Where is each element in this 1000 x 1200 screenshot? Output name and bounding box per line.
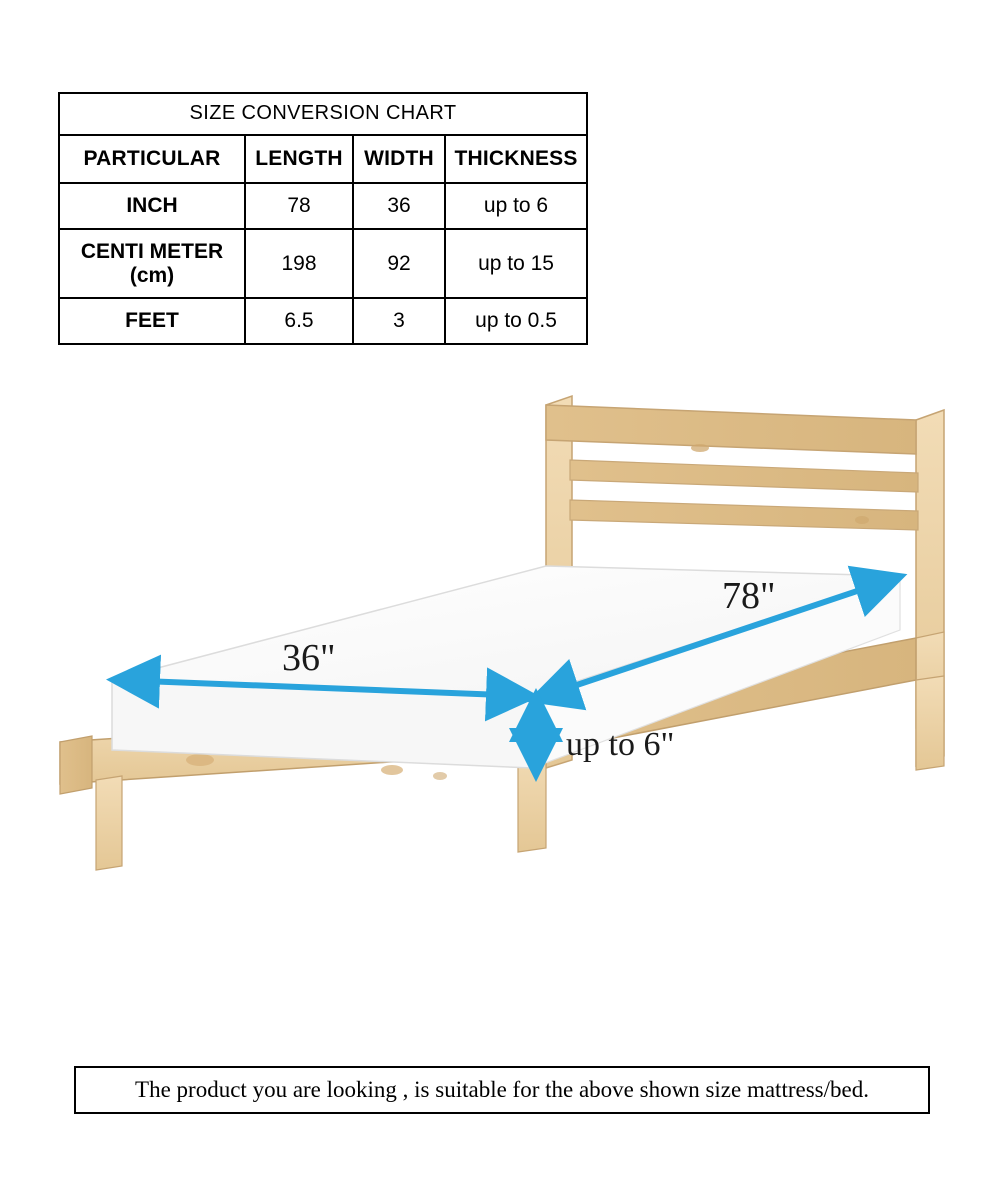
inch-length: 78 xyxy=(245,183,353,229)
feet-length: 6.5 xyxy=(245,298,353,344)
mattress xyxy=(112,566,900,768)
thickness-dimension-label: up to 6" xyxy=(566,726,675,763)
chart-title: SIZE CONVERSION CHART xyxy=(59,93,587,135)
footer-note-box xyxy=(74,1066,930,1114)
row-label-centimeter-line2: (cm) xyxy=(129,263,175,287)
table-row xyxy=(59,183,587,229)
row-label-centimeter-line1: CENTI METER xyxy=(80,240,224,263)
size-chart-table xyxy=(58,92,588,345)
table-row xyxy=(59,298,587,344)
bed-illustration xyxy=(0,380,1000,980)
table-row xyxy=(59,229,587,298)
row-label-feet: FEET xyxy=(59,298,245,344)
header-particular: PARTICULAR xyxy=(59,135,245,183)
header-thickness: THICKNESS xyxy=(445,135,587,183)
cm-width: 92 xyxy=(353,229,445,298)
size-conversion-chart xyxy=(58,92,586,345)
inch-thickness: up to 6 xyxy=(445,183,587,229)
length-dimension-label: 78" xyxy=(722,575,776,617)
inch-width: 36 xyxy=(353,183,445,229)
cm-length: 198 xyxy=(245,229,353,298)
header-width: WIDTH xyxy=(353,135,445,183)
cm-thickness: up to 15 xyxy=(445,229,587,298)
row-label-centimeter xyxy=(59,229,245,298)
header-length: LENGTH xyxy=(245,135,353,183)
table-header-row xyxy=(59,135,587,183)
feet-width: 3 xyxy=(353,298,445,344)
feet-thickness: up to 0.5 xyxy=(445,298,587,344)
width-dimension-label: 36" xyxy=(282,637,336,679)
table-title-row xyxy=(59,93,587,135)
footer-note-text: The product you are looking , is suitable for the above shown size mattress/bed. xyxy=(135,1077,869,1102)
row-label-inch: INCH xyxy=(59,183,245,229)
